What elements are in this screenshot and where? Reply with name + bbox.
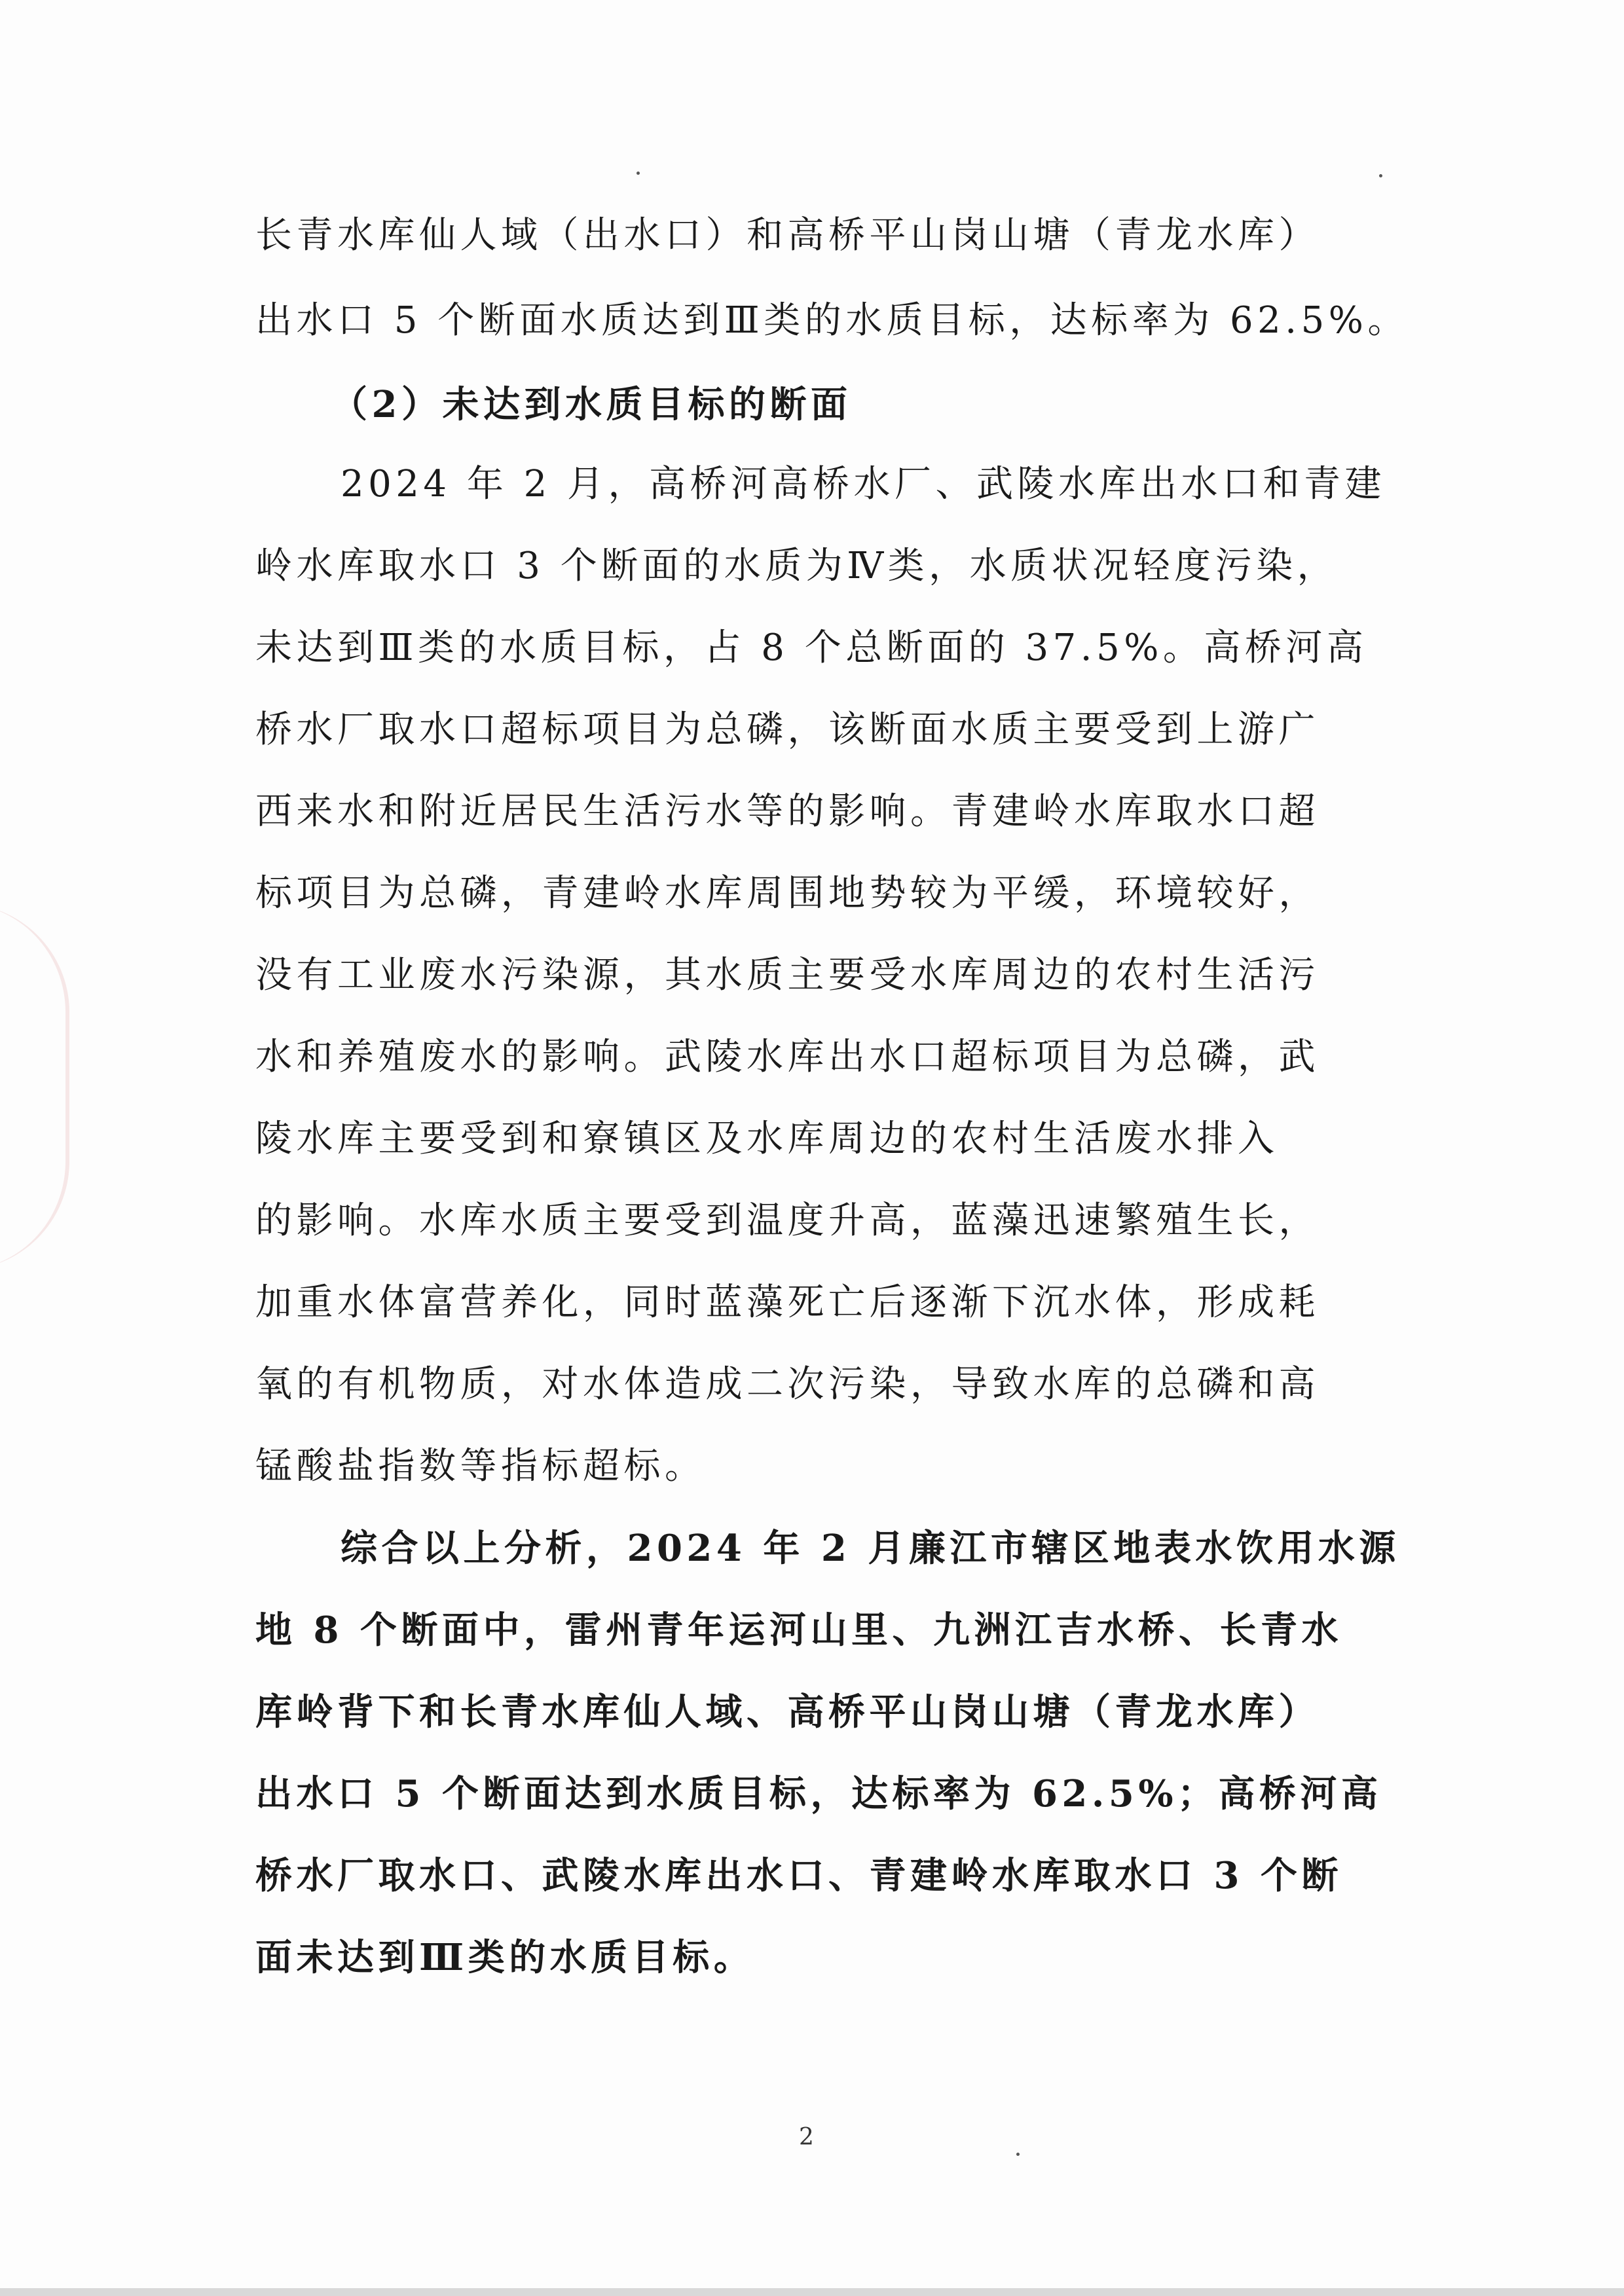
body-text-line: 桥水厂取水口超标项目为总磷，该断面水质主要受到上游广 bbox=[255, 708, 1320, 751]
scan-bottom-edge bbox=[0, 2288, 1624, 2296]
body-text-line: 水和养殖废水的影响。武陵水库出水口超标项目为总磷，武 bbox=[255, 1036, 1320, 1078]
summary-text-line: 出水口 5 个断面达到水质目标，达标率为 62.5%；高桥河高 bbox=[255, 1772, 1382, 1815]
body-text-line: 长青水库仙人域（出水口）和高桥平山岗山塘（青龙水库） bbox=[255, 214, 1320, 257]
scan-speck bbox=[637, 172, 640, 175]
body-text-line: 未达到Ⅲ类的水质目标，占 8 个总断面的 37.5%。高桥河高 bbox=[255, 627, 1368, 669]
scan-speck bbox=[1016, 2153, 1020, 2156]
body-text-line: 西来水和附近居民生活污水等的影响。青建岭水库取水口超 bbox=[255, 790, 1320, 833]
summary-text-line: 综合以上分析，2024 年 2 月廉江市辖区地表水饮用水源 bbox=[341, 1527, 1400, 1570]
body-text-line: 锰酸盐指数等指标超标。 bbox=[255, 1445, 706, 1487]
page-number: 2 bbox=[799, 2124, 814, 2151]
body-text-line: 氧的有机物质，对水体造成二次污染，导致水库的总磷和高 bbox=[255, 1363, 1320, 1406]
scan-speck bbox=[1379, 174, 1382, 177]
summary-text-line: 桥水厂取水口、武陵水库出水口、青建岭水库取水口 3 个断 bbox=[255, 1854, 1342, 1897]
summary-text-line: 面未达到Ⅲ类的水质目标。 bbox=[255, 1936, 755, 1979]
body-text-line: 出水口 5 个断面水质达到Ⅲ类的水质目标，达标率为 62.5%。 bbox=[255, 299, 1409, 342]
body-text-line: 岭水库取水口 3 个断面的水质为Ⅳ类，水质状况轻度污染， bbox=[255, 545, 1338, 587]
section-heading: （2）未达到水质目标的断面 bbox=[331, 383, 852, 426]
body-text-line: 加重水体富营养化，同时蓝藻死亡后逐渐下沉水体，形成耗 bbox=[255, 1281, 1320, 1324]
body-text-line: 2024 年 2 月，高桥河高桥水厂、武陵水库出水口和青建 bbox=[341, 463, 1386, 505]
red-seal-fragment bbox=[0, 903, 69, 1270]
body-text-line: 没有工业废水污染源，其水质主要受水库周边的农村生活污 bbox=[255, 954, 1320, 996]
body-text-line: 标项目为总磷，青建岭水库周围地势较为平缓，环境较好， bbox=[255, 872, 1320, 915]
summary-text-line: 库岭背下和长青水库仙人域、高桥平山岗山塘（青龙水库） bbox=[255, 1690, 1320, 1734]
summary-text-line: 地 8 个断面中，雷州青年运河山里、九洲江吉水桥、长青水 bbox=[255, 1609, 1342, 1652]
body-text-line: 的影响。水库水质主要受到温度升高，蓝藻迅速繁殖生长， bbox=[255, 1199, 1320, 1242]
body-text-line: 陵水库主要受到和寮镇区及水库周边的农村生活废水排入 bbox=[255, 1118, 1279, 1160]
